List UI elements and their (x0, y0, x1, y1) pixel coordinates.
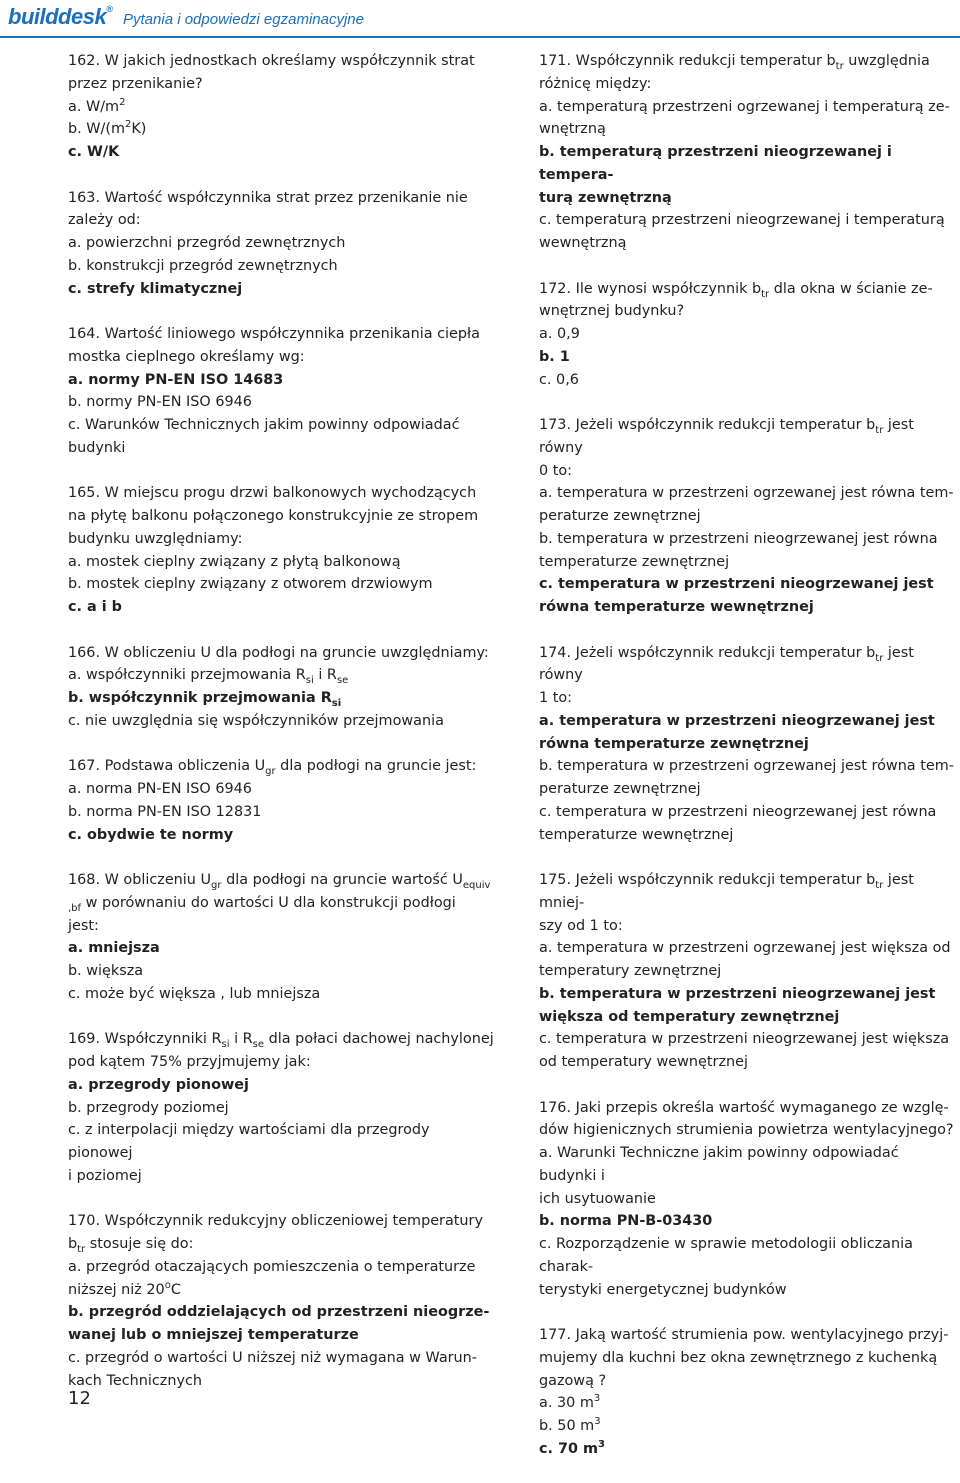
question-text: 172. Ile wynosi współczynnik $b_{tr}$ dla okna w ścianie ze- (539, 280, 933, 300)
question-173 (539, 414, 959, 619)
question-text: 165. W miejscu progu drzwi balkonowych wychodzących (68, 485, 477, 502)
answer-a-cont: temperatury zewnętrznej (539, 963, 722, 979)
answer-a-correct: a. temperatura w przestrzeni nieogrzewanej jest (539, 712, 935, 729)
answer-c: c. Rozporządzenie w sprawie metodologii obliczania charak- (539, 1236, 913, 1275)
answer-c-cont: temperaturze wewnętrznej (539, 826, 734, 843)
left-column (68, 50, 498, 1415)
question-text: 176. Jaki przepis określa wartość wymaganego ze wzglę- (539, 1099, 949, 1116)
question-text: 164. Wartość liniowego współczynnika przenikania ciepła (68, 326, 480, 342)
question-text: przez przenikanie? (68, 75, 203, 92)
answer-c-correct: c. a i b (68, 599, 122, 615)
answer-c: c. może być większa , lub mniejsza (68, 985, 321, 1002)
answer-a-cont: równa temperaturze zewnętrznej (539, 735, 809, 752)
question-text: na płytę balkonu połączonego konstrukcyjnie ze stropem (68, 508, 479, 524)
answer-c: c. temperatura w przestrzeni nieogrzewanej jest większa (539, 1031, 950, 1048)
question-text: 175. Jeżeli współczynnik redukcji temperatur $b_{tr}$ jest mniej- (539, 872, 914, 911)
question-text: 173. Jeżeli współczynnik redukcji temperatur $b_{tr}$ jest równy (539, 417, 914, 456)
question-text: 163. Wartość współczynnika strat przez przenikanie nie (68, 189, 468, 206)
question-text: 174. Jeżeli współczynnik redukcji temperatur $b_{tr}$ jest równy (539, 644, 914, 684)
answer-c-cont: od temperatury wewnętrznej (539, 1054, 748, 1070)
answer-c-cont: budynki (68, 439, 126, 456)
answer-a: a. Warunki Techniczne jakim powinny odpowiadać budynki i (539, 1145, 899, 1184)
answer-c: c. przegród o wartości U niższej niż wymagana w Warun- (68, 1349, 477, 1366)
question-162 (68, 50, 498, 164)
question-163 (68, 187, 498, 301)
question-text: mostka cieplnego określamy wg: (68, 348, 305, 365)
answer-a: a. współczynniki przejmowania $R_{si}$ i $R_{se}$ (68, 667, 349, 687)
answer-b-correct: b. przegród oddzielających od przestrzeni nieogrze- (68, 1304, 490, 1321)
answer-c-correct: c. strefy klimatycznej (68, 280, 243, 297)
answer-b: b. $W/(m^2K)$ (68, 119, 147, 138)
answer-b: b. temperatura w przestrzeni ogrzewanej jest równa tem- (539, 758, 954, 775)
answer-a-cont: wnętrzną (539, 121, 606, 138)
answer-b-correct: b. współczynnik przejmowania $R_{si}$ (68, 690, 342, 709)
answer-c-cont: wewnętrzną (539, 235, 627, 251)
answer-b-cont: temperaturze zewnętrznej (539, 553, 730, 570)
answer-c-cont: równa temperaturze wewnętrznej (539, 599, 814, 615)
question-164 (68, 323, 498, 460)
header-divider (0, 36, 960, 38)
question-text: wnętrznej budynku? (539, 303, 685, 320)
answer-b-correct: b. temperaturą przestrzeni nieogrzewanej i tempera- (539, 144, 892, 183)
answer-a: a. temperatura w przestrzeni ogrzewanej jest równa tem- (539, 485, 954, 502)
answer-c: c. temperaturą przestrzeni nieogrzewanej i temperaturą (539, 212, 945, 229)
question-text: różnicę między: (539, 75, 652, 92)
question-text: 170. Współczynnik redukcyjny obliczeniowej temperatury (68, 1213, 483, 1230)
right-column (539, 50, 959, 1483)
question-171 (539, 50, 959, 255)
question-167 (68, 755, 498, 846)
question-text: zależy od: (68, 212, 141, 229)
question-175 (539, 869, 959, 1074)
answer-a-cont: ich usytuowanie (539, 1190, 656, 1207)
answer-b-correct: b. 1 (539, 348, 570, 365)
answer-b: b. większa (68, 963, 144, 979)
answer-c-cont: terystyki energetycznej budynków (539, 1281, 787, 1298)
answer-b: b. mostek cieplny związany z otworem drzwiowym (68, 576, 433, 593)
answer-a: a. 0,9 (539, 326, 580, 342)
answer-a: a. $W/m^2$ (68, 96, 126, 115)
answer-b: b. 50 $m^3$ (539, 1416, 601, 1434)
answer-b-cont: wanej lub o mniejszej temperaturze (68, 1327, 359, 1343)
question-text: $_{,bf}$ w porównaniu do wartości U dla konstrukcji podłogi (68, 894, 456, 914)
answer-a: a. 30 $m^3$ (539, 1393, 601, 1412)
question-166 (68, 642, 498, 733)
question-170 (68, 1210, 498, 1392)
answer-a: a. norma PN-EN ISO 6946 (68, 781, 252, 797)
answer-b: b. norma PN-EN ISO 12831 (68, 803, 262, 820)
question-text: 162. W jakich jednostkach określamy współczynnik strat (68, 53, 475, 69)
answer-a-correct: a. normy PN-EN ISO 14683 (68, 371, 284, 388)
answer-c-cont: kach Technicznych (68, 1372, 202, 1389)
question-172 (539, 278, 959, 392)
question-165 (68, 482, 498, 619)
answer-a-cont: peraturze zewnętrznej (539, 508, 701, 524)
question-text: budynku uwzględniamy: (68, 530, 243, 547)
question-text: jest: (68, 917, 99, 934)
answer-c: c. 0,6 (539, 371, 579, 388)
answer-c-cont: i poziomej (68, 1167, 142, 1184)
page-header (0, 0, 960, 40)
answer-b-cont: peraturze zewnętrznej (539, 781, 701, 797)
builddesk-logo: builddesk® (8, 4, 113, 29)
page-number: 12 (68, 1388, 91, 1409)
answer-b: b. normy PN-EN ISO 6946 (68, 394, 252, 411)
question-text: 167. Podstawa obliczenia $U_{gr}$ dla podłogi na gruncie jest: (68, 758, 477, 778)
answer-c-correct: c. obydwie te normy (68, 826, 234, 843)
question-text: 168. W obliczeniu $U_{gr}$ dla podłogi na gruncie wartość $U_{equiv}$ (68, 872, 491, 891)
question-169 (68, 1028, 498, 1187)
answer-b: b. temperatura w przestrzeni nieogrzewanej jest równa (539, 530, 938, 547)
answer-a-correct: a. mniejsza (68, 940, 160, 957)
answer-c-correct: c. 70 $m^3$ (539, 1438, 606, 1457)
question-text: mujemy dla kuchni bez okna zewnętrznego z kuchenką (539, 1349, 938, 1366)
question-text: $b_{tr}$ stosuje się do: (68, 1236, 194, 1255)
answer-a: a. mostek cieplny związany z płytą balkonową (68, 553, 401, 570)
question-text: 1 to: (539, 690, 573, 706)
question-text: 0 to: (539, 462, 573, 479)
question-text: 166. W obliczeniu U dla podłogi na gruncie uwzględniamy: (68, 644, 489, 661)
answer-c: c. nie uwzględnia się współczynników przejmowania (68, 712, 444, 729)
answer-c-correct: c. temperatura w przestrzeni nieogrzewanej jest (539, 576, 934, 593)
answer-a: a. temperaturą przestrzeni ogrzewanej i temperaturą ze- (539, 98, 950, 115)
answer-b-cont: większa od temperatury zewnętrznej (539, 1008, 840, 1025)
question-177 (539, 1324, 959, 1461)
question-text: 177. Jaką wartość strumienia pow. wentylacyjnego przyj- (539, 1327, 949, 1343)
answer-c: c. Warunków Technicznych jakim powinny odpowiadać (68, 417, 460, 433)
answer-b: b. przegrody poziomej (68, 1099, 229, 1116)
question-text: 169. Współczynniki $R_{si}$ i $R_{se}$ dla połaci dachowej nachylonej (68, 1031, 494, 1051)
question-168 (68, 869, 498, 1006)
answer-b-cont: turą zewnętrzną (539, 189, 672, 206)
answer-b-correct: b. temperatura w przestrzeni nieogrzewanej jest (539, 985, 936, 1002)
answer-a: a. powierzchni przegród zewnętrznych (68, 235, 346, 251)
header-title: Pytania i odpowiedzi egzaminacyjne (123, 11, 364, 28)
question-text: 171. Współczynnik redukcji temperatur $b_{tr}$ uwzględnia (539, 53, 930, 72)
question-text: szy od 1 to: (539, 917, 623, 934)
question-176 (539, 1097, 959, 1302)
answer-c: c. z interpolacji między wartościami dla przegrody pionowej (68, 1122, 430, 1161)
answer-a-cont: niższej niż 20$^o$C (68, 1279, 181, 1298)
answer-a: a. przegród otaczających pomieszczenia o temperaturze (68, 1258, 476, 1275)
answer-b-correct: b. norma PN-B-03430 (539, 1213, 713, 1230)
answer-a: a. temperatura w przestrzeni ogrzewanej jest większa od (539, 940, 951, 957)
answer-c-correct: c. W/K (68, 144, 120, 160)
question-text: dów higienicznych strumienia powietrza wentylacyjnego? (539, 1122, 954, 1139)
answer-a-correct: a. przegrody pionowej (68, 1076, 249, 1093)
answer-b: b. konstrukcji przegród zewnętrznych (68, 257, 338, 274)
question-174 (539, 642, 959, 847)
answer-c: c. temperatura w przestrzeni nieogrzewanej jest równa (539, 803, 937, 820)
question-text: gazową ? (539, 1372, 607, 1389)
question-text: pod kątem 75% przyjmujemy jak: (68, 1054, 311, 1070)
